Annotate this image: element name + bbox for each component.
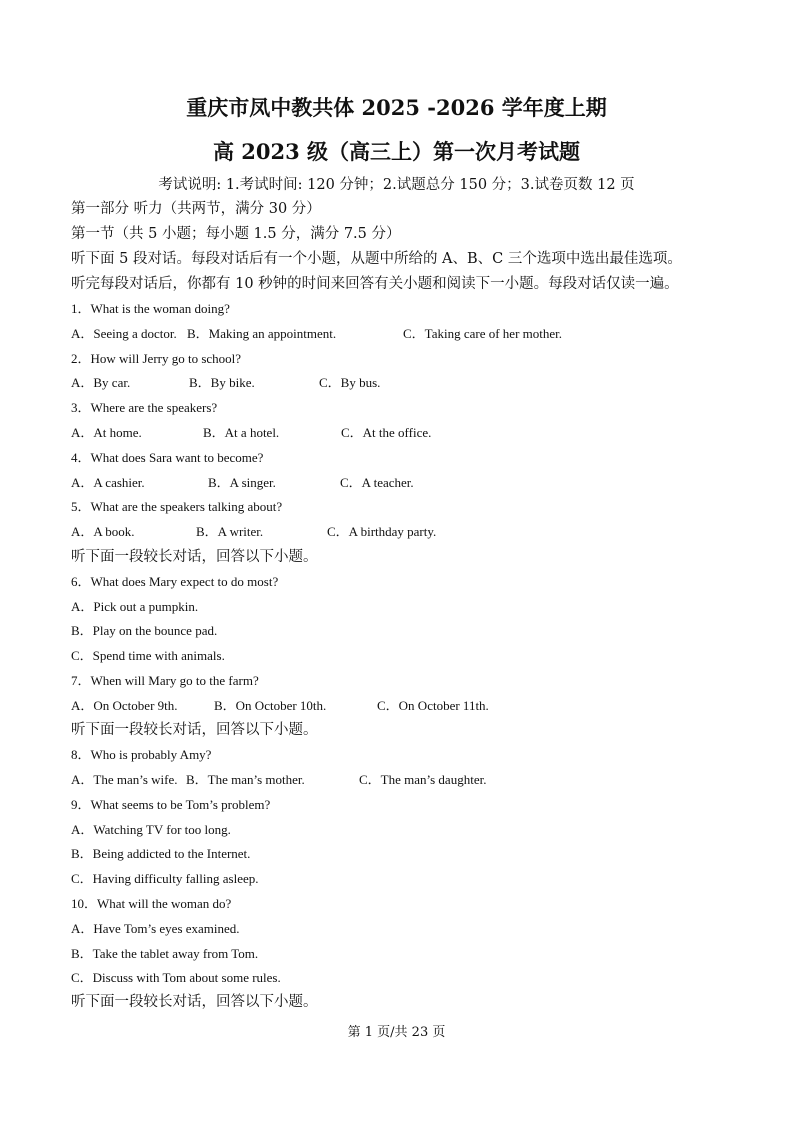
option-b: B．Making an appointment. <box>187 326 337 341</box>
option-a: A．At home. <box>71 425 142 440</box>
question-10: 10．What will the woman do? <box>71 896 232 911</box>
option-b: B．The man’s mother. <box>186 772 305 787</box>
exam-note: 考试说明: 1.考试时间: 120 分钟；2.试题总分 150 分；3.试卷页数 12 页 <box>158 177 635 193</box>
option-c: C．The man’s daughter. <box>359 772 487 787</box>
option-c: C．At the office. <box>341 425 432 440</box>
option-b: B．By bike. <box>189 375 255 390</box>
option-a: A．On October 9th. <box>71 698 178 713</box>
option-a: A．A book. <box>71 524 135 539</box>
question-9-option-a: A．Watching TV for too long. <box>71 822 231 837</box>
section1-heading: 第一节（共 5 小题；每小题 1.5 分，满分 7.5 分） <box>71 226 401 242</box>
question-1: 1．What is the woman doing? <box>71 301 230 316</box>
question-6-option-c: C．Spend time with animals. <box>71 648 225 663</box>
option-c: C．A birthday party. <box>327 524 437 539</box>
question-9-option-b: B．Being addicted to the Internet. <box>71 846 251 861</box>
page-number: 第 1 页/共 23 页 <box>347 1025 446 1040</box>
question-4: 4．What does Sara want to become? <box>71 450 264 465</box>
option-b: B．On October 10th. <box>214 698 327 713</box>
option-a: A．Seeing a doctor. <box>71 326 177 341</box>
option-b: B．At a hotel. <box>203 425 280 440</box>
question-6: 6．What does Mary expect to do most? <box>71 574 279 589</box>
exam-title-line2: 高 2023 级（高三上）第一次月考试题 <box>212 139 581 164</box>
instruction-paragraph-1: 听下面 5 段对话。每段对话后有一个小题，从题中所给的 A、B、C 三个选项中选出最佳选项。 <box>71 251 682 267</box>
option-a: A．A cashier. <box>71 475 145 490</box>
question-8: 8．Who is probably Amy? <box>71 747 212 762</box>
exam-title-line1: 重庆市凤中教共体 2025 -2026 学年度上期 <box>186 95 607 120</box>
option-c: C．By bus. <box>319 375 381 390</box>
question-2: 2．How will Jerry go to school? <box>71 351 242 366</box>
instruction-paragraph-2: 听完每段对话后，你都有 10 秒钟的时间来回答有关小题和阅读下一小题。每段对话仅读一遍。 <box>71 276 679 292</box>
question-10-option-b: B．Take the tablet away from Tom. <box>71 946 259 961</box>
question-6-option-b: B．Play on the bounce pad. <box>71 623 218 638</box>
option-c: C．Taking care of her mother. <box>403 326 563 341</box>
part1-heading: 第一部分 听力（共两节，满分 30 分） <box>71 201 321 217</box>
question-5: 5．What are the speakers talking about? <box>71 499 283 514</box>
option-b: B．A singer. <box>208 475 276 490</box>
option-a: A．The man’s wife. <box>71 772 178 787</box>
question-6-option-a: A．Pick out a pumpkin. <box>71 599 199 614</box>
option-a: A．By car. <box>71 375 131 390</box>
option-c: C．On October 11th. <box>377 698 489 713</box>
option-c: C．A teacher. <box>340 475 414 490</box>
question-9: 9．What seems to be Tom’s problem? <box>71 797 271 812</box>
long-dialogue-lead-1: 听下面一段较长对话，回答以下小题。 <box>71 549 318 565</box>
question-9-option-c: C．Having difficulty falling asleep. <box>71 871 259 886</box>
question-10-option-a: A．Have Tom’s eyes examined. <box>71 921 240 936</box>
question-3: 3．Where are the speakers? <box>71 400 218 415</box>
long-dialogue-lead-3: 听下面一段较长对话，回答以下小题。 <box>71 994 318 1010</box>
question-7: 7．When will Mary go to the farm? <box>71 673 259 688</box>
long-dialogue-lead-2: 听下面一段较长对话，回答以下小题。 <box>71 722 318 738</box>
question-10-option-c: C．Discuss with Tom about some rules. <box>71 970 281 985</box>
option-b: B．A writer. <box>196 524 264 539</box>
